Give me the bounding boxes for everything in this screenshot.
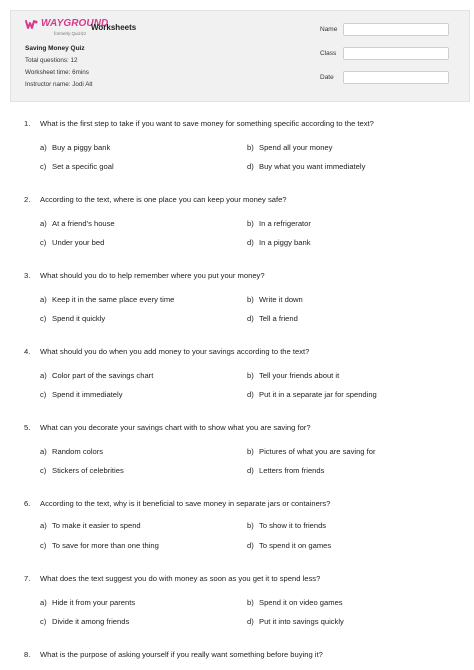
- option-d[interactable]: [247, 466, 324, 475]
- option-d[interactable]: [247, 238, 311, 247]
- option-c[interactable]: [40, 390, 123, 399]
- question-text: What can you decorate your savings chart with to show what you are saving for?: [40, 423, 311, 432]
- option-a[interactable]: [40, 521, 141, 530]
- question-text: What should you do to help remember where you put your money?: [40, 271, 265, 280]
- option-letter: d): [247, 541, 254, 550]
- question-text: According to the text, where is one place you can keep your money safe?: [40, 195, 287, 204]
- option-letter: d): [247, 466, 254, 475]
- date-label: Date: [320, 74, 334, 81]
- option-letter: b): [247, 598, 254, 607]
- option-a[interactable]: [40, 598, 135, 607]
- option-letter: b): [247, 143, 254, 152]
- option-a[interactable]: [40, 371, 153, 380]
- option-text: To save for more than one thing: [52, 541, 159, 550]
- option-text: In a piggy bank: [259, 238, 311, 247]
- option-c[interactable]: [40, 162, 114, 171]
- option-b[interactable]: [247, 521, 326, 530]
- class-field[interactable]: [343, 47, 449, 60]
- option-text: Under your bed: [52, 238, 105, 247]
- question-text: What is the purpose of asking yourself if you really want something before buying it?: [40, 650, 323, 659]
- option-letter: c): [40, 466, 47, 475]
- option-letter: b): [247, 371, 254, 380]
- option-text: Divide it among friends: [52, 617, 130, 626]
- option-a[interactable]: [40, 295, 174, 304]
- option-text: Write it down: [259, 295, 303, 304]
- question-number: 8.: [24, 650, 31, 659]
- option-text: Spend it on video games: [259, 598, 343, 607]
- option-text: Random colors: [52, 447, 104, 456]
- worksheet-header: [10, 10, 470, 102]
- option-letter: c): [40, 314, 47, 323]
- wayground-logo-icon: [25, 19, 38, 30]
- option-text: Buy what you want immediately: [259, 162, 366, 171]
- date-field[interactable]: [343, 71, 449, 84]
- worksheets-label: Worksheets: [91, 23, 137, 32]
- option-b[interactable]: [247, 295, 303, 304]
- option-d[interactable]: [247, 162, 365, 171]
- question-number: 6.: [24, 499, 31, 508]
- option-text: Stickers of celebrities: [52, 466, 124, 475]
- option-b[interactable]: [247, 447, 376, 456]
- worksheet-time: Worksheet time: 6mins: [25, 69, 89, 76]
- quiz-title: Saving Money Quiz: [25, 45, 85, 52]
- name-label: Name: [320, 26, 338, 33]
- option-letter: d): [247, 390, 254, 399]
- option-letter: a): [40, 521, 47, 530]
- option-letter: a): [40, 598, 47, 607]
- option-b[interactable]: [247, 371, 339, 380]
- option-letter: a): [40, 143, 47, 152]
- option-text: To make it easier to spend: [52, 521, 141, 530]
- logo-text: WAYGROUND: [41, 18, 109, 29]
- option-text: Letters from friends: [259, 466, 325, 475]
- option-text: Tell your friends about it: [259, 371, 340, 380]
- option-text: Buy a piggy bank: [52, 143, 111, 152]
- question-text: What should you do when you add money to your savings according to the text?: [40, 347, 310, 356]
- option-letter: b): [247, 219, 254, 228]
- option-b[interactable]: [247, 219, 311, 228]
- option-text: Spend all your money: [259, 143, 333, 152]
- question-number: 5.: [24, 423, 31, 432]
- option-text: Keep it in the same place every time: [52, 295, 175, 304]
- option-a[interactable]: [40, 447, 103, 456]
- class-label: Class: [320, 50, 337, 57]
- option-c[interactable]: [40, 314, 105, 323]
- option-letter: a): [40, 219, 47, 228]
- instructor-name: Instructor name: Jodi Alt: [25, 81, 93, 88]
- option-text: Put it in a separate jar for spending: [259, 390, 377, 399]
- option-letter: c): [40, 238, 47, 247]
- option-text: To spend it on games: [259, 541, 332, 550]
- option-c[interactable]: [40, 238, 104, 247]
- option-d[interactable]: [247, 541, 331, 550]
- option-text: To show it to friends: [259, 521, 327, 530]
- option-text: In a refrigerator: [259, 219, 311, 228]
- option-letter: a): [40, 295, 47, 304]
- option-letter: b): [247, 447, 254, 456]
- option-letter: c): [40, 390, 47, 399]
- option-letter: d): [247, 162, 254, 171]
- option-c[interactable]: [40, 466, 124, 475]
- option-text: Hide it from your parents: [52, 598, 136, 607]
- option-text: Color part of the savings chart: [52, 371, 154, 380]
- total-questions: Total questions: 12: [25, 57, 78, 64]
- option-b[interactable]: [247, 598, 343, 607]
- question-text: According to the text, why is it beneficial to save money in separate jars or containers?: [40, 499, 331, 508]
- option-a[interactable]: [40, 143, 110, 152]
- option-d[interactable]: [247, 314, 298, 323]
- option-text: At a friend's house: [52, 219, 115, 228]
- question-text: What does the text suggest you do with money as soon as you get it to spend less?: [40, 574, 321, 583]
- logo-subtext: formerly Quizizz: [54, 31, 87, 36]
- option-text: Spend it immediately: [52, 390, 123, 399]
- option-letter: d): [247, 314, 254, 323]
- option-b[interactable]: [247, 143, 332, 152]
- option-text: Pictures of what you are saving for: [259, 447, 376, 456]
- question-text: What is the first step to take if you want to save money for something specific according to the text?: [40, 119, 374, 128]
- option-text: Set a specific goal: [52, 162, 114, 171]
- option-c[interactable]: [40, 617, 129, 626]
- name-field[interactable]: [343, 23, 449, 36]
- option-d[interactable]: [247, 617, 344, 626]
- option-letter: a): [40, 371, 47, 380]
- option-letter: c): [40, 541, 47, 550]
- option-text: Put it into savings quickly: [259, 617, 344, 626]
- option-text: Spend it quickly: [52, 314, 106, 323]
- option-d[interactable]: [247, 390, 377, 399]
- question-number: 4.: [24, 347, 31, 356]
- question-number: 1.: [24, 119, 31, 128]
- question-number: 3.: [24, 271, 31, 280]
- option-letter: a): [40, 447, 47, 456]
- option-letter: d): [247, 238, 254, 247]
- option-text: Tell a friend: [259, 314, 298, 323]
- option-letter: c): [40, 162, 47, 171]
- option-letter: c): [40, 617, 47, 626]
- option-letter: d): [247, 617, 254, 626]
- option-letter: b): [247, 521, 254, 530]
- option-c[interactable]: [40, 541, 159, 550]
- question-number: 7.: [24, 574, 31, 583]
- option-a[interactable]: [40, 219, 115, 228]
- option-letter: b): [247, 295, 254, 304]
- question-number: 2.: [24, 195, 31, 204]
